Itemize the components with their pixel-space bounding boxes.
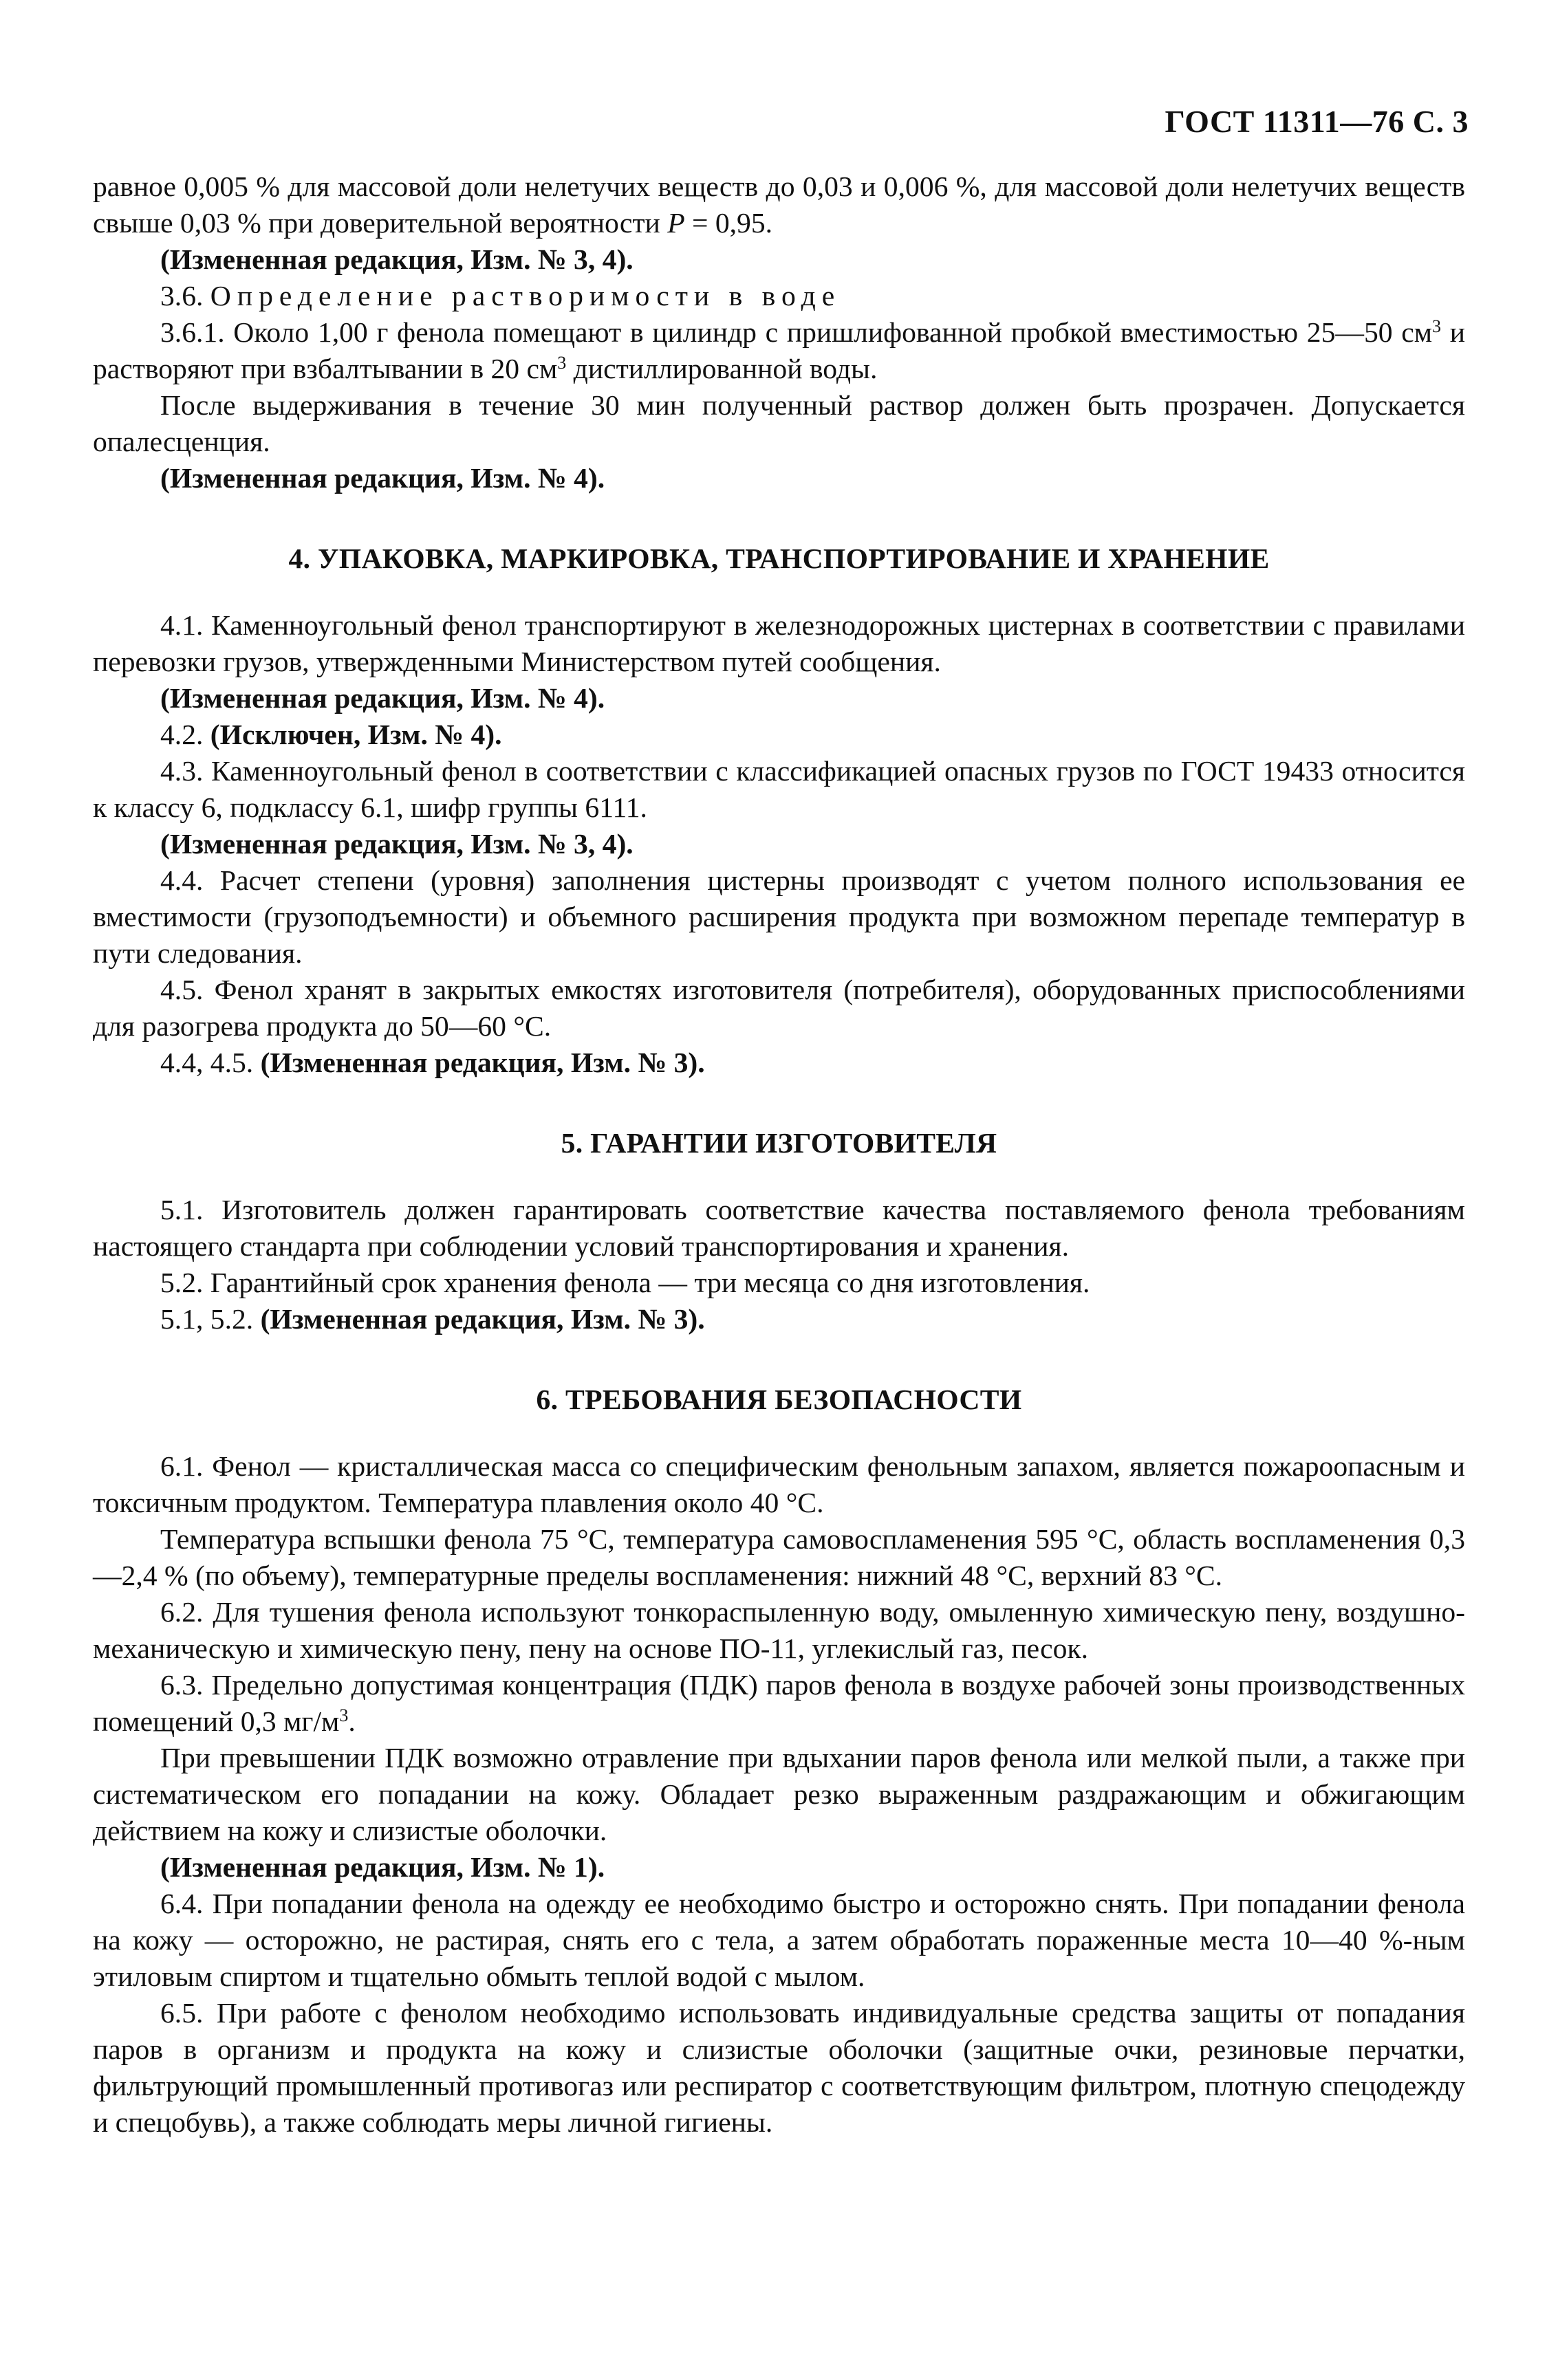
paragraph-4-4: 4.4. Расчет степени (уровня) заполнения цистерны производят с учетом полного использования ее вместимости (грузоподъемности) и объемного расширения продукта при возможном перепаде температур в пути следования. [93,864,1465,969]
section-6-title: 6. ТРЕБОВАНИЯ БЕЗОПАСНОСТИ [536,1384,1022,1415]
paragraph-number: 4.2. [160,719,210,750]
p361-superscript-2: 3 [557,353,567,373]
section-4-title: 4. УПАКОВКА, МАРКИРОВКА, ТРАНСПОРТИРОВАНИЕ И ХРАНЕНИЕ [288,543,1270,574]
p1-symbol-p: P [667,207,685,239]
amendment-note: (Измененная редакция, Изм. № 4). [160,682,605,714]
paragraph-5-2: 5.2. Гарантийный срок хранения фенола — три месяца со дня изготовления. [160,1267,1090,1298]
paragraph-6-5: 6.5. При работе с фенолом необходимо использовать индивидуальные средства защиты от попадания паров в организм и продукта на кожу и слизистые оболочки (защитные очки, резиновые перчатки, фильтрующий промышленный противогаз или респиратор с соответствующим фильтром, плотную спецодежду и спецобувь), а также соблюдать меры личной гигиены. [93,1997,1465,2138]
paragraph-3-5-continued [93,168,1465,241]
amendment-note: (Измененная редакция, Изм. № 3). [260,1047,705,1078]
document-body [93,168,1465,2141]
p361-text-a: 3.6.1. Около 1,00 г фенола помещают в цилиндр с пришлифованной пробкой вместимостью 25—50 см [160,316,1433,348]
section-5-title: 5. ГАРАНТИИ ИЗГОТОВИТЕЛЯ [561,1127,997,1159]
subsection-3-6-heading [93,278,1465,314]
paragraph-3-6-1 [93,314,1465,387]
page-header: ГОСТ 11311—76 С. 3 [1165,104,1469,139]
paragraph-6-1-second: Температура вспышки фенола 75 °С, температура самовоспламенения 595 °С, область воспламенения 0,3—2,4 % (по объему), температурные пределы воспламенения: нижний 48 °С, верхний 83 °С. [93,1523,1465,1591]
paragraph-4-4-4-5-note [93,1045,1465,1081]
p361-text-c: дистиллированной воды. [566,353,878,384]
p63-superscript: 3 [339,1705,349,1725]
paragraph-6-4: 6.4. При попадании фенола на одежду ее необходимо быстро и осторожно снять. При попадании фенола на кожу — осторожно, не растирая, снять его с тела, а затем обработать пораженные места 10—40 %-ным этиловым спиртом и тщательно обмыть теплой водой с мылом. [93,1888,1465,1992]
p361-text-b: и растворяют при взбалтывании в 20 см [93,316,1465,384]
paragraph-6-3-second: При превышении ПДК возможно отравление при вдыхании паров фенола или мелкой пыли, а также при систематическом его попадании на кожу. Обладает резко выраженным раздражающим и обжигающим действием на кожу и слизистые оболочки. [93,1742,1465,1846]
paragraph-3-6-1-second: После выдерживания в течение 30 мин полученный раствор должен быть прозрачен. Допускается опалесценция. [93,389,1465,457]
paragraph-6-1: 6.1. Фенол — кристаллическая масса со специфическим фенольным запахом, является пожароопасным и токсичным продуктом. Температура плавления около 40 °С. [93,1450,1465,1518]
paragraph-4-1: 4.1. Каменноугольный фенол транспортируют в железнодорожных цистернах в соответствии с правилами перевозки грузов, утвержденными Министерством путей сообщения. [93,609,1465,677]
p1-text-b: = 0,95. [684,207,773,239]
paragraph-5-1-5-2-note [93,1301,1465,1338]
paragraph-6-2: 6.2. Для тушения фенола используют тонкораспыленную воду, омыленную химическую пену, воздушно-механическую и химическую пену, пену на основе ПО-11, углекислый газ, песок. [93,1596,1465,1664]
amendment-note: (Измененная редакция, Изм. № 1). [160,1851,605,1883]
paragraph-number: 5.1, 5.2. [160,1303,261,1335]
p63-text-a: 6.3. Предельно допустимая концентрация (ПДК) паров фенола в воздухе рабочей зоны производственных помещений 0,3 мг/м [93,1669,1465,1737]
paragraph-4-5: 4.5. Фенол хранят в закрытых емкостях изготовителя (потребителя), оборудованных приспособлениями для разогрева продукта до 50—60 °С. [93,974,1465,1042]
p63-text-b: . [348,1705,356,1737]
amendment-note: (Измененная редакция, Изм. № 3). [260,1303,705,1335]
excluded-note: (Исключен, Изм. № 4). [210,719,502,750]
amendment-note: (Измененная редакция, Изм. № 4). [160,462,605,494]
paragraph-number: 4.4, 4.5. [160,1047,261,1078]
p1-text-a: равное 0,005 % для массовой доли нелетучих веществ до 0,03 и 0,006 %, для массовой доли нелетучих веществ свыше 0,03 % при доверительной вероятности [93,171,1465,239]
paragraph-6-3 [93,1667,1465,1740]
amendment-note: (Измененная редакция, Изм. № 3, 4). [160,828,634,860]
subsection-title: Определение растворимости в воде [210,280,841,312]
paragraph-4-2 [93,717,1465,753]
p361-superscript-1: 3 [1432,316,1442,336]
subsection-number: 3.6. [160,280,210,312]
paragraph-4-3: 4.3. Каменноугольный фенол в соответствии с классификацией опасных грузов по ГОСТ 19433 относится к классу 6, подклассу 6.1, шифр группы 6111. [93,755,1465,823]
paragraph-5-1: 5.1. Изготовитель должен гарантировать соответствие качества поставляемого фенола требованиям настоящего стандарта при соблюдении условий транспортирования и хранения. [93,1194,1465,1262]
amendment-note: (Измененная редакция, Изм. № 3, 4). [160,243,634,275]
